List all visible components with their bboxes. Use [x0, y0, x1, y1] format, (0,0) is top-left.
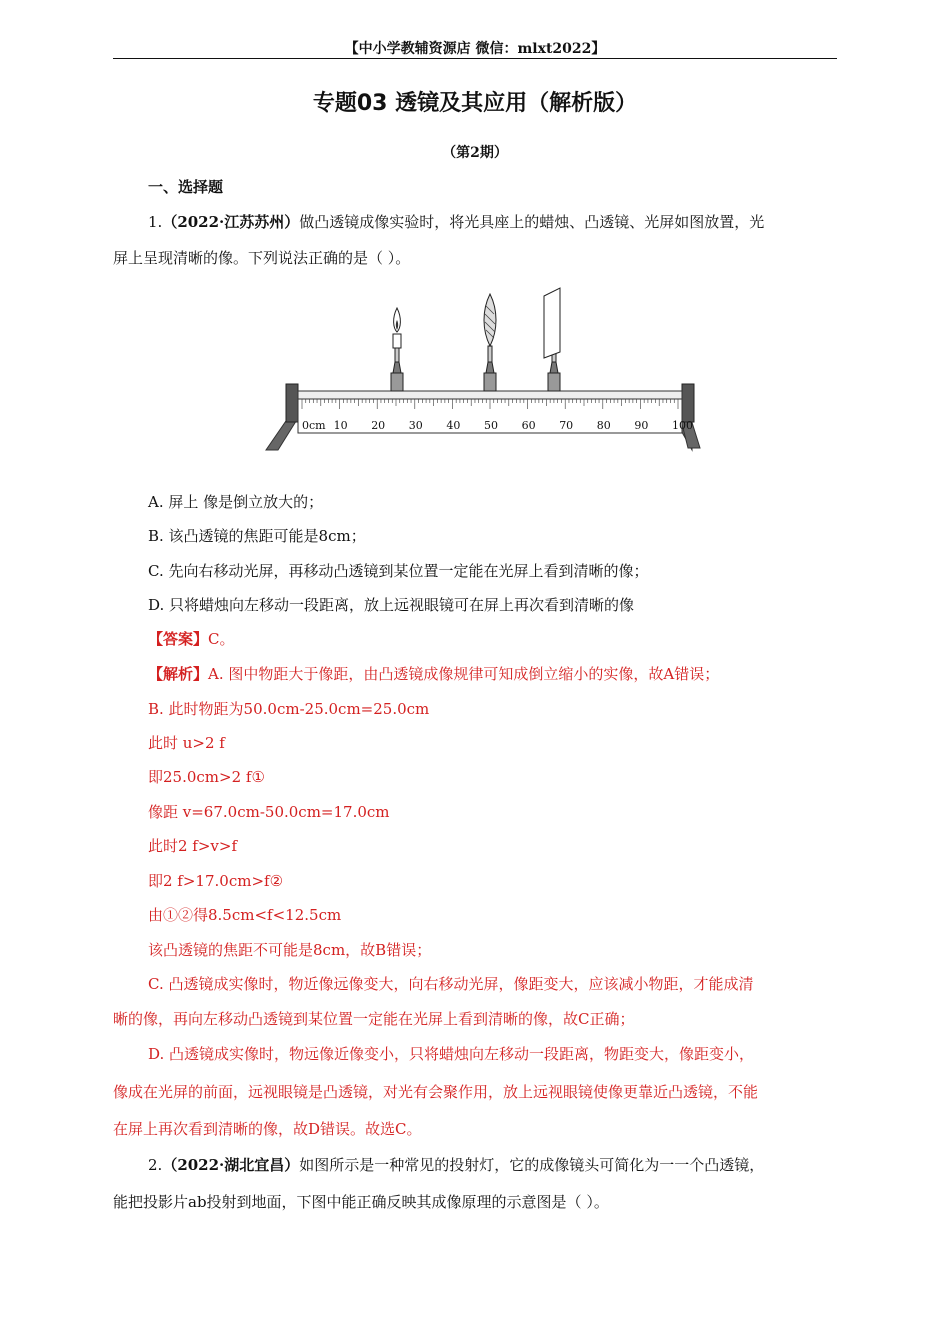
- analysis-line: 即2 f>17.0cm>f②: [148, 872, 284, 890]
- analysis-line: 在屏上再次看到清晰的像，故D错误。故选C。: [113, 1120, 422, 1138]
- analysis-line: 该凸透镜的焦距不可能是8cm，故B错误；: [148, 941, 432, 959]
- q1-stem-line2: 屏上呈现清晰的像。下列说法正确的是（ ）。: [113, 249, 411, 267]
- ruler-tick-label: 20: [371, 419, 386, 432]
- q1-option-c: C. 先向右移动光屏，再移动凸透镜到某位置一定能在光屏上看到清晰的像；: [148, 562, 649, 580]
- header-rule: [113, 58, 837, 59]
- q2-stem-line2: 能把投影片ab投射到地面，下图中能正确反映其成像原理的示意图是（ ）。: [113, 1193, 609, 1211]
- answer-value: C。: [208, 630, 235, 648]
- candle-holder-base: [391, 373, 403, 391]
- q1-option-d: D. 只将蜡烛向左移动一段距离，放上远视眼镜可在屏上再次看到清晰的像: [148, 596, 635, 614]
- q1-source: （2022·江苏苏州）: [162, 213, 300, 231]
- analysis-text-a: A. 图中物距大于像距，由凸透镜成像规律可知成倒立缩小的实像，故A错误；: [208, 665, 720, 683]
- analysis-line: 像距 v=67.0cm-50.0cm=17.0cm: [148, 803, 390, 821]
- ruler-tick-label: 100: [672, 419, 693, 432]
- analysis-line: 此时2 f>v>f: [148, 837, 238, 855]
- q1-answer-line: [148, 629, 235, 649]
- left-end-block: [286, 384, 298, 422]
- ruler-tick-label: 70: [559, 419, 574, 432]
- right-end-block: [682, 384, 694, 422]
- left-leg: [266, 418, 298, 450]
- analysis-line: 像成在光屏的前面，远视眼镜是凸透镜，对光有会聚作用，放上远视眼镜使像更靠近凸透镜，不能: [113, 1083, 759, 1101]
- ruler-tick-label: 30: [408, 419, 423, 432]
- analysis-line: 此时 u>2 f: [148, 734, 225, 752]
- q1-option-b: B. 该凸透镜的焦距可能是8cm；: [148, 527, 366, 545]
- q1-stem-line1: [148, 212, 764, 232]
- q2-source: （2022·湖北宜昌）: [162, 1156, 300, 1174]
- candle-holder-top: [393, 362, 401, 373]
- q2-stem-text1: 如图所示是一种常见的投射灯，它的成像镜头可简化为一一个凸透镜，: [299, 1156, 765, 1174]
- screen-holder-base: [548, 373, 560, 391]
- analysis-line: B. 此时物距为50.0cm-25.0cm=25.0cm: [148, 700, 430, 718]
- page-header: 【中小学教辅资源店 微信：mlxt2022】: [344, 41, 606, 57]
- bench-rail: [298, 391, 682, 399]
- light-screen: [544, 288, 560, 358]
- convex-lens: [484, 294, 496, 346]
- page-subtitle: （第2期）: [442, 145, 508, 161]
- q1-option-a: A. 屏上 像是倒立放大的；: [148, 493, 324, 511]
- screen-assembly: [544, 288, 560, 391]
- analysis-line: C. 凸透镜成实像时，物近像远像变大，向右移动光屏，像距变大，应该减小物距，才能成清: [148, 975, 754, 993]
- ruler-tick-label: 80: [596, 419, 611, 432]
- ruler-tick-label: 0cm: [302, 419, 326, 432]
- ruler-tick-label: 40: [446, 419, 461, 432]
- analysis-tag: 【解析】: [148, 665, 209, 683]
- q2-stem-line1: [148, 1155, 764, 1175]
- ruler-tick-label: 10: [333, 419, 348, 432]
- ruler-tick-label: 50: [484, 419, 498, 432]
- ruler-tick-label: 90: [634, 419, 649, 432]
- q1-analysis-line1: [148, 664, 719, 684]
- optical-bench-figure: [260, 288, 693, 458]
- lens-stem: [488, 346, 492, 362]
- lens-holder-top: [486, 362, 494, 373]
- analysis-line: 即25.0cm>2 f①: [148, 768, 265, 786]
- candle-body: [393, 334, 401, 348]
- ruler-tick-label: 60: [521, 419, 536, 432]
- q1-number: 1.: [148, 213, 163, 231]
- lens-holder-base: [484, 373, 496, 391]
- analysis-line: 由①②得8.5cm<f<12.5cm: [148, 906, 342, 924]
- analysis-line: 晰的像，再向左移动凸透镜到某位置一定能在光屏上看到清晰的像，故C正确；: [113, 1010, 635, 1028]
- q1-stem-text1: 做凸透镜成像实验时，将光具座上的蜡烛、凸透镜、光屏如图放置，光: [299, 213, 765, 231]
- page-title: 专题03 透镜及其应用（解析版）: [312, 91, 638, 116]
- section-heading: 一、选择题: [148, 178, 224, 196]
- q2-number: 2.: [148, 1156, 163, 1174]
- answer-tag: 【答案】: [148, 630, 209, 648]
- analysis-line: D. 凸透镜成实像时，物远像近像变小，只将蜡烛向左移动一段距离，物距变大，像距变小，: [148, 1045, 755, 1063]
- candle-assembly: [391, 308, 403, 391]
- screen-holder-top: [550, 362, 558, 373]
- candle-stem: [395, 348, 399, 362]
- lens-assembly: [484, 294, 496, 391]
